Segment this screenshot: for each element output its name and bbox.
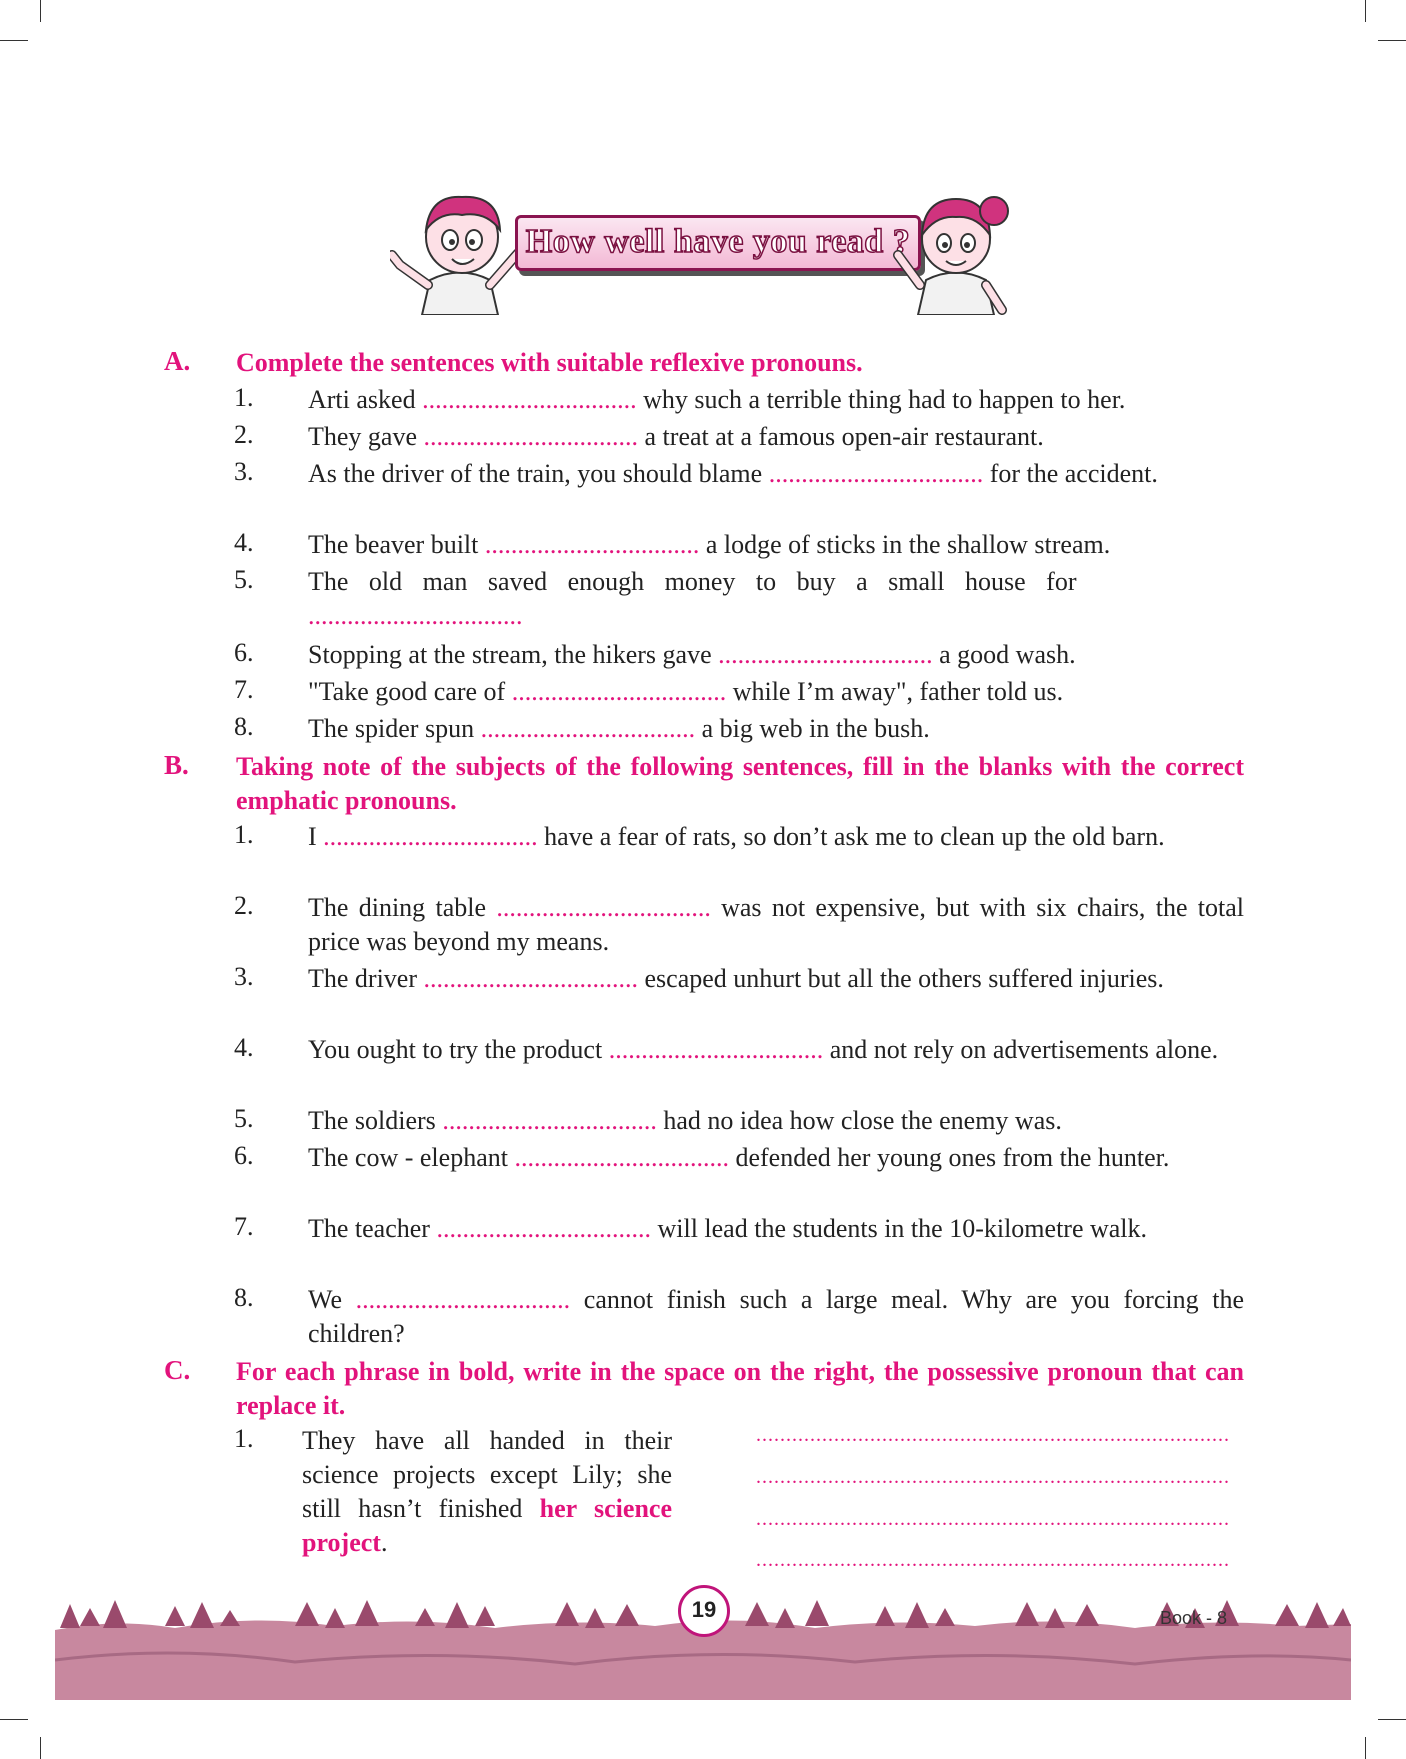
answer-blank[interactable]: ................................. [511,677,727,706]
item-text: You ought to try the product [308,1035,609,1064]
item-text: As the driver of the train, you should blame [308,459,769,488]
item-text: will lead the students in the 10-kilometre walk. [650,1214,1148,1243]
answer-blank[interactable]: ................................. [442,1106,657,1135]
answer-blank[interactable]: ................................. [484,530,700,559]
answer-blank[interactable]: ................................. [422,385,637,414]
item-text: The spider spun [308,714,481,743]
list-item [308,675,1244,709]
list-item [308,383,1244,417]
list-item [308,528,1244,562]
item-text: The teacher [308,1214,437,1243]
answer-blank[interactable]: ................................. [514,1143,729,1172]
list-item-number: 2. [234,891,254,920]
item-text: a big web in the bush. [695,714,930,743]
answer-blank[interactable]: ................................. [355,1285,571,1314]
list-item [308,1104,1244,1138]
item-text: . [380,1528,388,1557]
item-text: was not expensive, but with six chairs, the total price was beyond my means. [308,893,1244,956]
list-item-number: 8. [234,712,254,741]
item-text: We [308,1285,356,1314]
item-text: for the accident. [983,459,1158,488]
answer-blank[interactable]: ................................. [496,893,711,922]
list-item-number: 5. [234,1104,254,1133]
answer-line[interactable]: ............................................................................... [756,1466,1230,1488]
answer-blank[interactable]: ................................. [480,714,696,743]
answer-blank[interactable]: ................................. [308,601,523,630]
item-text: why such a terrible thing had to happen to her. [636,385,1126,414]
crop-mark [1365,1737,1366,1759]
item-text: a treat at a famous open-air restaurant. [638,422,1044,451]
answer-line[interactable]: ............................................................................... [756,1508,1230,1530]
item-text: The driver [308,964,424,993]
item-text: had no idea how close the enemy was. [656,1106,1062,1135]
crop-mark [0,40,28,41]
list-item-number: 8. [234,1283,254,1312]
banner [515,215,921,271]
bold-phrase: her science project [302,1494,672,1557]
list-item-number: 6. [234,638,254,667]
item-text: They gave [308,422,424,451]
list-item-number: 1. [234,820,254,849]
item-text: The soldiers [308,1106,443,1135]
list-item [302,1424,672,1560]
section-a-heading: Complete the sentences with suitable reflexive pronouns. [236,348,863,377]
section-b-heading: Taking note of the subjects of the following sentences, fill in the blanks with the correct emphatic pronouns. [236,752,1244,815]
crop-mark [1378,40,1406,41]
answer-blank[interactable]: ................................. [718,640,933,669]
item-text: The old man saved enough money to buy a small house for [308,567,1077,596]
item-text: The dining table [308,893,497,922]
list-item-number: 1. [234,383,254,412]
list-item [308,1212,1244,1246]
item-text: They have all handed in their science projects except Lily; she still hasn’t finished [302,1426,672,1523]
section-c-heading: For each phrase in bold, write in the space on the right, the possessive pronoun that can replace it. [236,1357,1244,1420]
list-item [308,820,1244,854]
section-b-letter: B. [164,750,189,780]
item-text: and not rely on advertisements alone. [823,1035,1219,1064]
item-text: a good wash. [932,640,1076,669]
list-item-number: 2. [234,420,254,449]
list-item [308,457,1208,491]
list-item [308,1283,1244,1351]
section-c-letter: C. [164,1355,191,1385]
item-text: The beaver built [308,530,485,559]
list-item-number: 1. [234,1424,254,1453]
list-item-number: 3. [234,962,254,991]
item-text: escaped unhurt but all the others suffered injuries. [638,964,1164,993]
list-item [308,891,1244,959]
item-text: a lodge of sticks in the shallow stream. [699,530,1111,559]
answer-blank[interactable]: ................................. [608,1035,824,1064]
list-item-number: 7. [234,1212,254,1241]
answer-blank[interactable]: ................................. [423,964,639,993]
item-text: Stopping at the stream, the hikers gave [308,640,719,669]
list-item [308,1033,1244,1067]
item-text: I [308,822,324,851]
crop-mark [1365,0,1366,22]
header-illustration [390,185,1030,320]
banner-title: How well have you read ? [525,223,911,260]
item-text: "Take good care of [308,677,512,706]
list-item-number: 3. [234,457,254,486]
girl-cartoon-icon [890,185,1030,315]
item-text: Arti asked [308,385,423,414]
answer-blank[interactable]: ................................. [323,822,538,851]
crop-mark [40,1737,41,1759]
page-number: 19 [678,1585,730,1637]
answer-blank[interactable]: ................................. [423,422,639,451]
answer-line[interactable]: ............................................................................... [756,1549,1230,1571]
crop-mark [0,1719,28,1720]
item-text: while I’m away", father told us. [726,677,1064,706]
answer-line[interactable]: ............................................................................... [756,1424,1230,1446]
list-item [308,712,1244,746]
list-item [308,565,1244,633]
list-item [308,962,1244,996]
answer-blank[interactable]: ................................. [436,1214,651,1243]
section-a-letter: A. [164,346,191,376]
item-text: cannot finish such a large meal. Why are you forcing the children? [308,1285,1244,1348]
item-text: have a fear of rats, so don’t ask me to clean up the old barn. [537,822,1165,851]
list-item-number: 4. [234,1033,254,1062]
book-label: Book - 8 [1160,1608,1228,1628]
list-item [308,420,1244,454]
list-item-number: 7. [234,675,254,704]
crop-mark [40,0,41,22]
item-text: defended her young ones from the hunter. [728,1143,1170,1172]
list-item-number: 4. [234,528,254,557]
item-text: The cow - elephant [308,1143,515,1172]
list-item-number: 6. [234,1141,254,1170]
crop-mark [1378,1719,1406,1720]
list-item [308,1141,1244,1175]
list-item-number: 5. [234,565,254,594]
answer-blank[interactable]: ................................. [768,459,984,488]
boy-cartoon-icon [390,185,530,315]
list-item [308,638,1244,672]
